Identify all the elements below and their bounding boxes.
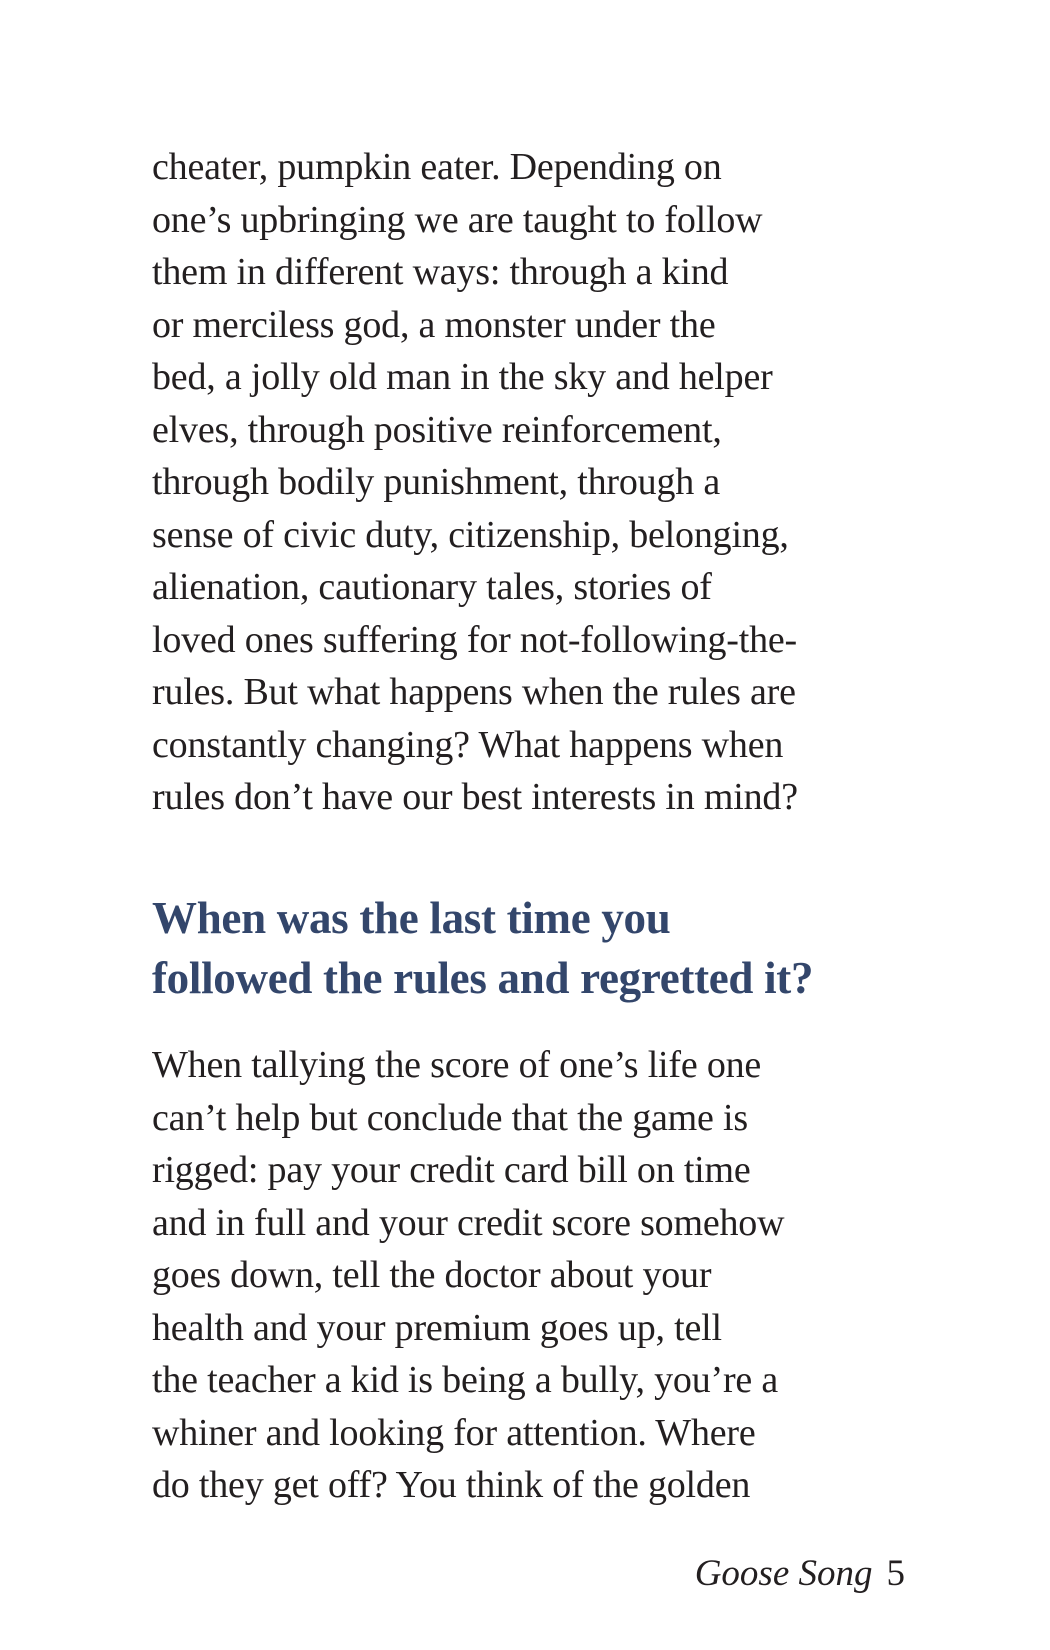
text-line: rules don’t have our best interests in mind?: [152, 776, 798, 818]
text-line: do they get off? You think of the golden: [152, 1464, 751, 1506]
page-number: 5: [886, 1553, 905, 1594]
text-line: and in full and your credit score somehow: [152, 1201, 785, 1244]
text-line: rigged: pay your credit card bill on time: [152, 1149, 751, 1191]
section-heading: [152, 888, 912, 1008]
heading-line: When was the last time you: [152, 893, 671, 943]
text-line: constantly changing? What happens when: [152, 723, 784, 766]
text-line: goes down, tell the doctor about your: [152, 1254, 712, 1296]
text-line: elves, through positive reinforcement,: [152, 408, 722, 451]
text-line: or merciless god, a monster under the: [152, 303, 716, 346]
text-line: When tallying the score of one’s life one: [152, 1044, 762, 1086]
text-line: sense of civic duty, citizenship, belonging,: [152, 513, 789, 556]
text-line: one’s upbringing we are taught to follow: [152, 198, 763, 241]
text-line: whiner and looking for attention. Where: [152, 1411, 756, 1454]
text-line: the teacher a kid is being a bully, you’re a: [152, 1359, 779, 1401]
running-title: Goose Song: [694, 1553, 873, 1594]
body-paragraph-2: [152, 1039, 912, 1512]
text-line: through bodily punishment, through a: [152, 461, 721, 503]
text-line: them in different ways: through a kind: [152, 251, 729, 293]
page-footer: [695, 1552, 905, 1596]
text-line: loved ones suffering for not-following-the-: [152, 618, 797, 661]
heading-line: followed the rules and regretted it?: [152, 953, 814, 1003]
text-line: rules. But what happens when the rules are: [152, 671, 796, 713]
text-line: health and your premium goes up, tell: [152, 1306, 722, 1349]
text-line: can’t help but conclude that the game is: [152, 1096, 748, 1139]
text-line: bed, a jolly old man in the sky and helper: [152, 356, 773, 398]
text-line: alienation, cautionary tales, stories of: [152, 566, 712, 608]
body-paragraph-1: [152, 141, 912, 824]
text-line: cheater, pumpkin eater. Depending on: [152, 146, 722, 188]
